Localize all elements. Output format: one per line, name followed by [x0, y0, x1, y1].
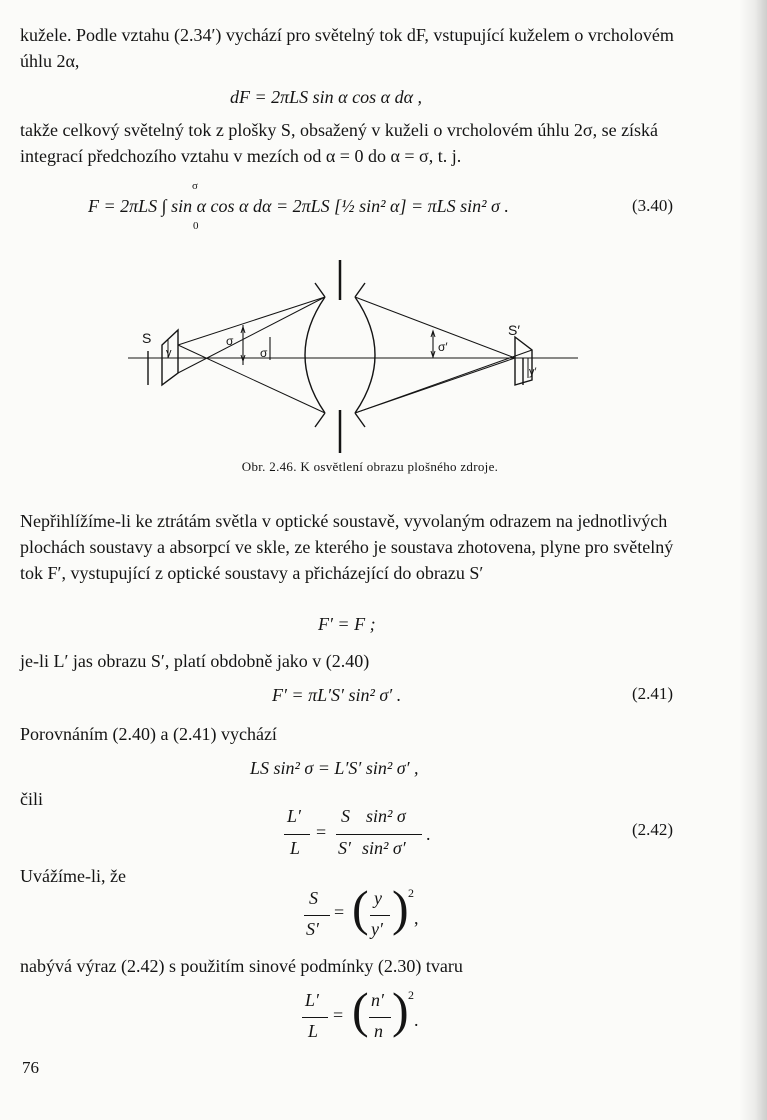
figure-label-y: y — [166, 347, 172, 359]
equation-LS: LS sin² σ = L′S′ sin² σ′ , — [250, 758, 419, 778]
figure-label-sigma-prime: σ′ — [438, 340, 448, 354]
integral-lower-limit: 0 — [193, 220, 199, 232]
figure-label-sigma-inner: σ — [260, 346, 268, 360]
fraction-S-over-S-prime: S S′ — [336, 806, 366, 862]
paragraph-losses: Nepřihlížíme-li ke ztrátám světla v optické soustavě, vyvolaným odrazem na jednotlivých plochách soustavy a absorpcí ve skle, ze kterého je soustava zhotovena, plyne pro světelný tok F′, vystupující z optické soustavy a přicházející do obrazu S′ — [20, 511, 674, 583]
equation-number-2-41: (2.41) — [632, 684, 674, 703]
paren-right-y: ) — [392, 880, 409, 936]
paragraph-intro: kužele. Podle vztahu (2.34′) vychází pro světelný tok dF, vstupující kuželem o vrcholovém úhlu 2α, — [20, 25, 674, 71]
period-final: . — [414, 1010, 419, 1030]
line-nabyva: nabývá výraz (2.42) s použitím sinové podmínky (2.30) tvaru — [20, 956, 463, 976]
fraction-L-prime-over-L: L′ L — [284, 806, 314, 862]
equals-sign-ratio: = — [334, 902, 345, 922]
equation-F-prime-equals-F: F′ = F ; — [318, 614, 376, 634]
fraction-y-over-y-prime: y y′ — [368, 888, 394, 944]
paren-left-y: ( — [352, 880, 369, 936]
equals-sign-2-42: = — [316, 822, 327, 842]
equation-number-3-40: (3.40) — [632, 196, 674, 215]
line-uvazime: Uvážíme-li, že — [20, 866, 126, 886]
fraction-n-prime-over-n: n′ n — [368, 990, 394, 1046]
comma-ratio: , — [414, 908, 419, 928]
fraction-S-over-S-prime-2: S S′ — [304, 888, 332, 944]
line-cili: čili — [20, 789, 43, 809]
page-edge-shadow — [739, 0, 767, 1120]
paragraph-integration: takže celkový světelný tok z plošky S, obsažený v kuželi o vrcholovém úhlu 2σ, se získá integrací předchozího vztahu v mezích od α = 0 do α = σ, t. j. — [20, 120, 659, 166]
integral-upper-limit: σ — [192, 180, 198, 192]
equation-2-41: F′ = πL′S′ sin² σ′ . — [272, 685, 402, 705]
figure-2-46 — [120, 255, 590, 455]
figure-label-S-prime: S′ — [508, 322, 520, 338]
period-2-42: . — [426, 824, 431, 844]
line-porovnanim: Porovnáním (2.40) a (2.41) vychází — [20, 724, 277, 744]
equation-dF: dF = 2πLS sin α cos α dα , — [230, 87, 423, 107]
fraction-L-prime-over-L-2: L′ L — [302, 990, 330, 1046]
figure-label-S: S — [142, 330, 152, 346]
fraction-sin-sigma: sin² σ sin² σ′ — [362, 806, 426, 862]
figure-label-sigma: σ — [226, 334, 234, 348]
figure-label-y-prime: y′ — [529, 366, 537, 378]
paren-left-n: ( — [352, 982, 369, 1038]
page-number: 76 — [22, 1058, 39, 1077]
paren-right-n: ) — [392, 982, 409, 1038]
equation-number-2-42: (2.42) — [632, 820, 674, 839]
line-je-li: je-li L′ jas obrazu S′, platí obdobně jako v (2.40) — [20, 651, 370, 671]
exponent-2-y: 2 — [408, 886, 414, 900]
figure-caption: Obr. 2.46. K osvětlení obrazu plošného zdroje. — [241, 459, 499, 474]
exponent-2-n: 2 — [408, 988, 414, 1002]
equation-3-40: F = 2πLS ∫ sin α cos α dα = 2πLS [½ sin² α] = πLS sin² σ . — [88, 196, 509, 216]
equals-sign-final: = — [333, 1005, 344, 1025]
